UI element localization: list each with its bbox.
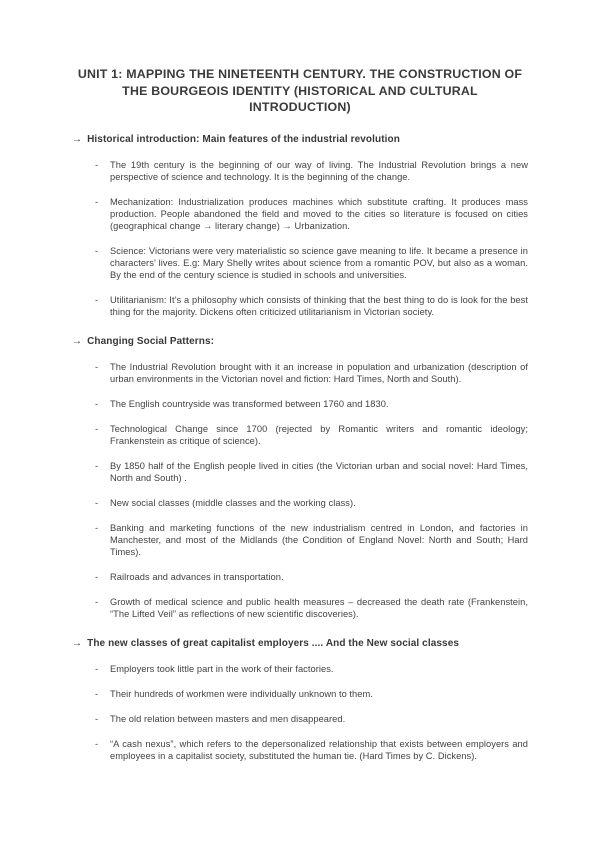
section-heading bbox=[72, 133, 528, 146]
title-line: UNIT 1: MAPPING THE NINETEENTH CENTURY. THE CONSTRUCTION OF bbox=[77, 67, 523, 81]
list-item bbox=[72, 571, 528, 583]
section-heading bbox=[72, 637, 528, 650]
dash-bullet-icon: - bbox=[95, 159, 99, 170]
list-item-text: The Industrial Revolution brought with it an increase in population and urbanization (description of urban environments in the Victorian novel and fiction: Hard Times, North and South). bbox=[110, 361, 528, 384]
list-item-text: Growth of medical science and public health measures – decreased the death rate (Frankenstein, “The Lifted Veil” as reflections of new scientific discoveries). bbox=[110, 596, 528, 619]
list-item-text: Mechanization: Industrialization produces machines which substitute crafting. It produces mass production. People abandoned the field and moved to the cities so literature is focused on cities (geographical change → literary change) → Urbanization. bbox=[110, 196, 528, 231]
list-item bbox=[72, 688, 528, 700]
list-item-text: The English countryside was transformed between 1760 and 1830. bbox=[110, 398, 389, 409]
right-arrow-icon: → bbox=[72, 335, 83, 347]
dash-bullet-icon: - bbox=[95, 460, 99, 471]
dash-bullet-icon: - bbox=[95, 497, 99, 508]
list-item-text: By 1850 half of the English people lived in cities (the Victorian urban and social novel: Hard Times, North and South) . bbox=[110, 460, 528, 483]
list-item bbox=[72, 159, 528, 183]
list-item-text: The old relation between masters and men disappeared. bbox=[110, 713, 346, 724]
dash-bullet-icon: - bbox=[95, 571, 99, 582]
dash-bullet-icon: - bbox=[95, 663, 99, 674]
section-heading bbox=[72, 335, 528, 348]
dash-bullet-icon: - bbox=[95, 738, 99, 749]
document-title bbox=[72, 66, 528, 116]
list-item-text: “A cash nexus”, which refers to the depersonalized relationship that exists between employers and employees in a capitalist society, substituted the human tie. (Hard Times by C. Dickens). bbox=[110, 738, 528, 761]
list-item bbox=[72, 294, 528, 318]
list-item-text: Railroads and advances in transportation. bbox=[110, 571, 284, 582]
list-item-text: The 19th century is the beginning of our way of living. The Industrial Revolution brings a new perspective of science and technology. It is the beginning of the change. bbox=[110, 159, 528, 182]
list-item bbox=[72, 196, 528, 232]
list-item bbox=[72, 423, 528, 447]
title-line: THE BOURGEOIS IDENTITY (HISTORICAL AND CULTURAL bbox=[122, 83, 478, 98]
list-item-text: Employers took little part in the work of their factories. bbox=[110, 663, 334, 674]
section-heading-label: Changing Social Patterns: bbox=[87, 335, 215, 347]
list-item bbox=[72, 738, 528, 762]
list-item bbox=[72, 460, 528, 484]
dash-bullet-icon: - bbox=[95, 596, 99, 607]
dash-bullet-icon: - bbox=[95, 423, 99, 434]
title-line: INTRODUCTION) bbox=[249, 100, 351, 114]
list-item bbox=[72, 398, 528, 410]
list-item bbox=[72, 663, 528, 675]
list-item-text: Utilitarianism: It’s a philosophy which consists of thinking that the best thing to do is look for the best thing for the majority. Dickens often criticized utilitarianism in Victorian society. bbox=[110, 294, 528, 317]
list-item-text: Technological Change since 1700 (rejected by Romantic writers and romantic ideology; Frankenstein as critique of science). bbox=[110, 423, 528, 446]
dash-bullet-icon: - bbox=[95, 361, 99, 372]
list-item-text: Science: Victorians were very materialistic so science gave meaning to life. It became a presence in characters’ lives. E.g: Mary Shelly writes about science from a romantic POV, but also as a woman. By the end of the century science is studied in schools and universities. bbox=[110, 245, 528, 280]
list-item bbox=[72, 497, 528, 509]
dash-bullet-icon: - bbox=[95, 245, 99, 256]
list-item-text: Banking and marketing functions of the new industrialism centred in London, and factories in Manchester, and most of the Midlands (the Condition of England Novel: North and South; Hard Times). bbox=[110, 522, 528, 557]
list-item bbox=[72, 361, 528, 385]
list-item bbox=[72, 713, 528, 725]
section-heading-label: Historical introduction: Main features of the industrial revolution bbox=[87, 133, 400, 145]
list-item bbox=[72, 596, 528, 620]
dash-bullet-icon: - bbox=[95, 398, 99, 409]
list-item bbox=[72, 522, 528, 558]
dash-bullet-icon: - bbox=[95, 522, 99, 533]
right-arrow-icon: → bbox=[72, 637, 83, 649]
section-heading-label: The new classes of great capitalist employers .... And the New social classes bbox=[87, 637, 460, 649]
list-item bbox=[72, 245, 528, 281]
dash-bullet-icon: - bbox=[95, 688, 99, 699]
list-item-text: New social classes (middle classes and the working class). bbox=[110, 497, 356, 508]
dash-bullet-icon: - bbox=[95, 294, 99, 305]
right-arrow-icon: → bbox=[72, 133, 83, 145]
document-body bbox=[72, 133, 528, 762]
dash-bullet-icon: - bbox=[95, 713, 99, 724]
list-item-text: Their hundreds of workmen were individually unknown to them. bbox=[110, 688, 373, 699]
dash-bullet-icon: - bbox=[95, 196, 99, 207]
